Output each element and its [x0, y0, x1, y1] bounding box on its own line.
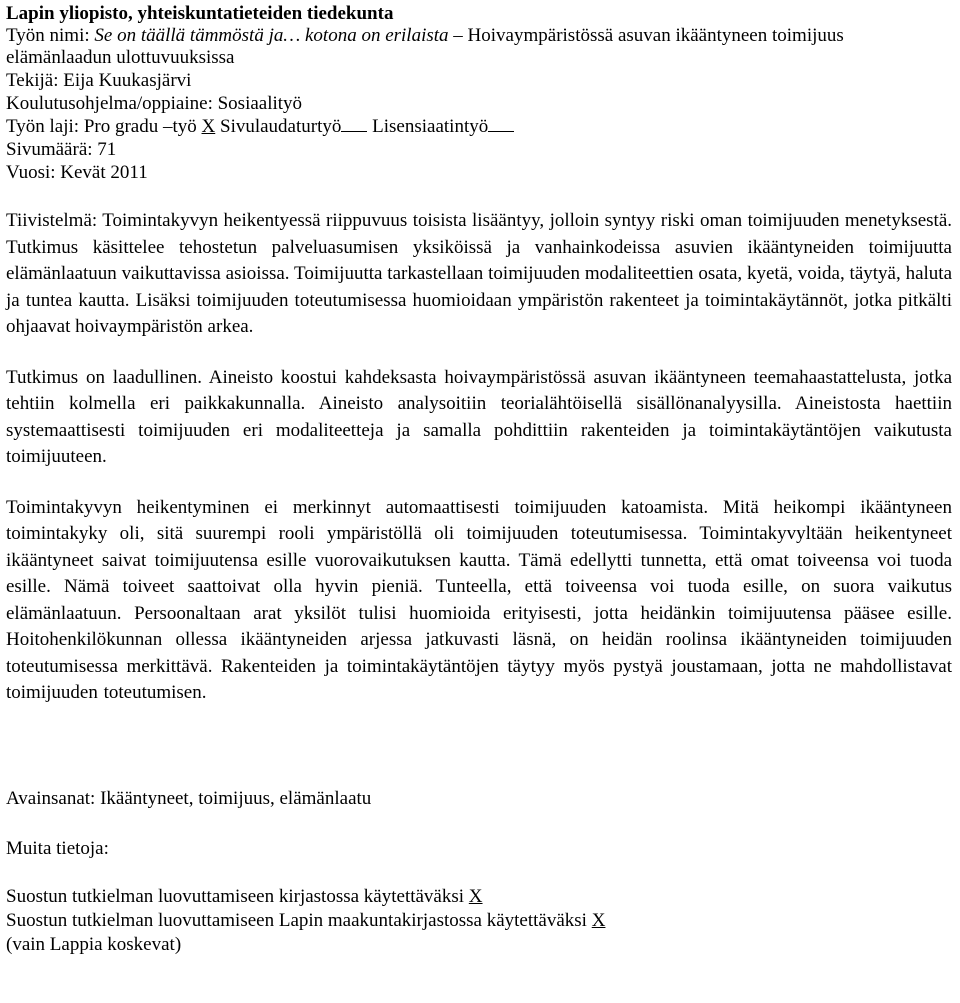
work-type-blank-2 — [488, 115, 514, 132]
work-type-prefix: Työn laji: Pro gradu –työ — [6, 116, 197, 137]
keywords-line: Avainsanat: Ikääntyneet, toimijuus, elämänlaatu — [6, 787, 372, 809]
work-name-dash: – — [453, 25, 463, 46]
year-line: Vuosi: Kevät 2011 — [6, 162, 148, 183]
work-type-mid: Sivulaudaturtyö — [220, 116, 342, 137]
abstract-paragraph-2: Tutkimus on laadullinen. Aineisto koostui kahdeksasta hoivaympäristössä asuvan ikääntyneen teemahaastattelusta, jotka tehtiin kolmella eri paikkakunnalla. Aineisto analysoitiin teorialähtöisellä sisällönanalyysilla. Aineistosta haettiin systemaattisesti toimijuuden eri modaliteetteja ja samalla pohdittiin rakenteiden ja toimintakäytäntöjen vaikutusta toimijuuteen. — [6, 366, 952, 467]
work-type-mark: X — [201, 116, 216, 137]
abstract — [6, 208, 952, 707]
footer-section — [6, 787, 952, 957]
consent-regional-line — [6, 909, 952, 933]
author-line: Tekijä: Eija Kuukasjärvi — [6, 70, 192, 91]
consent-regional-mark: X — [591, 909, 606, 931]
pages-line: Sivumäärä: 71 — [6, 139, 117, 160]
consent-library-text: Suostun tutkielman luovuttamiseen kirjastossa käytettäväksi — [6, 885, 465, 907]
work-type-line — [6, 115, 952, 138]
work-type-blank-1 — [341, 115, 367, 132]
consent-regional-text: Suostun tutkielman luovuttamiseen Lapin maakuntakirjastossa käytettäväksi — [6, 909, 587, 931]
work-name-subtitle: Hoivaympäristössä asuvan ikääntyneen toimijuus elämänlaadun ulottuvuuksissa — [6, 25, 844, 68]
regional-note: (vain Lappia koskevat) — [6, 933, 182, 955]
consent-library-line — [6, 885, 952, 909]
work-name-quote: Se on täällä tämmöstä ja… kotona on erilaista — [94, 25, 449, 46]
work-name — [6, 25, 952, 69]
work-name-label: Työn nimi: — [6, 25, 90, 46]
university-heading: Lapin yliopisto, yhteiskuntatieteiden tiedekunta — [6, 3, 394, 24]
consent-library-mark: X — [468, 885, 483, 907]
program-line: Koulutusohjelma/oppiaine: Sosiaalityö — [6, 93, 303, 114]
abstract-paragraph-1: Tiivistelmä: Toimintakyvyn heikentyessä riippuvuus toisista lisääntyy, jolloin syntyy riski oman toimijuuden menetyksestä. Tutkimus käsittelee tehostetun palveluasumisen yksiköissä ja vanhainkodeissa asuvien ikääntyneiden toimijuutta elämänlaatuun vaikuttavissa asioissa. Toimijuutta tarkastellaan toimijuuden modaliteettien osata, kyetä, voida, täytyä, haluta ja tuntea kautta. Lisäksi toimijuuden toteutumisessa huomioidaan ympäristön rakenteet ja toimintakäytännöt, jotka pitkälti ohjaavat hoivaympäristön arkea. — [6, 210, 952, 337]
abstract-paragraph-3: Toimintakyvyn heikentyminen ei merkinnyt automaattisesti toimijuuden katoamista. Mitä heikompi ikääntyneen toimintakyky oli, sitä suurempi rooli ympäristöllä oli toimijuuden toteutumisessa. Toimintakyvyltään heikentyneet ikääntyneet saivat toimijuutensa esille vuorovaikutuksen kautta. Tämä edellytti tunnetta, että omat toiveensa voi tuoda esille. Nämä toiveet saattoivat olla hyvin pieniä. Tunteella, että toiveensa voi tuoda esille, on suora vaikutus elämänlaatuun. Persoonaltaan arat yksilöt tulisi huomioida erityisesti, jotta heidänkin toimijuutensa pääsee esille. Hoitohenkilökunnan ollessa ikääntyneiden arjessa jatkuvasti läsnä, on heidän roolinsa ikääntyneiden toimijuuden toteutumisessa merkittävä. Rakenteiden ja toimintakäytäntöjen täytyy myös pystyä joustamaan, jotta ne mahdollistavat toimijuuden toteutumisen. — [6, 496, 952, 703]
other-info-line: Muita tietoja: — [6, 837, 109, 859]
work-type-last: Lisensiaatintyö — [372, 116, 489, 137]
